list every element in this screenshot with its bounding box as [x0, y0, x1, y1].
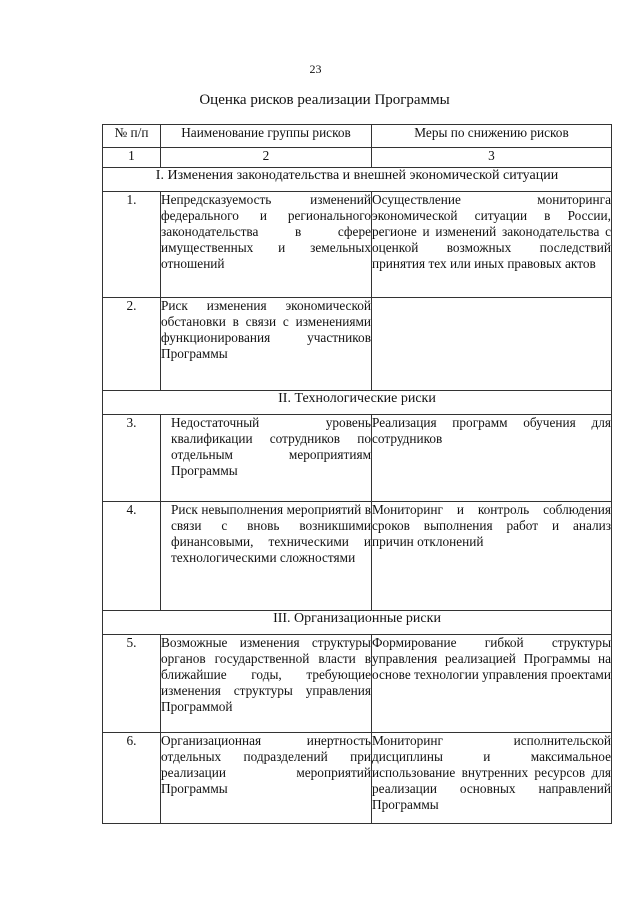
- table-header-row: [103, 125, 612, 148]
- section-title: II. Технологические риски: [103, 391, 612, 415]
- risk-measure-cell: Мониторинг исполнительской дисциплины и максимальное использование внутренних ресурсов для реализации основных направлений Программы: [372, 733, 612, 824]
- section-row: [103, 391, 612, 415]
- column-number-3: 3: [372, 148, 612, 168]
- column-number-1: 1: [103, 148, 161, 168]
- document-title: Оценка рисков реализации Программы: [199, 92, 450, 108]
- column-header-measures: Меры по снижению рисков: [372, 125, 612, 148]
- table-row: [103, 192, 612, 298]
- row-number: 1.: [103, 192, 161, 298]
- risk-measure-cell: Мониторинг и контроль соблюдения сроков выполнения работ и анализ причин отклонений: [372, 502, 612, 611]
- table-row: [103, 298, 612, 391]
- row-number: 3.: [103, 415, 161, 502]
- risk-group-cell: Недостаточный уровень квалификации сотрудников по отдельным мероприятиям Программы: [161, 415, 372, 502]
- row-number: 5.: [103, 635, 161, 733]
- risk-measure-cell: Осуществление мониторинга экономической ситуации в России, регионе и изменений законодательства с оценкой возможных последствий принятия тех или иных правовых актов: [372, 192, 612, 298]
- row-number: 6.: [103, 733, 161, 824]
- column-header-risk-group: Наименование группы рисков: [161, 125, 372, 148]
- risk-measure-cell: Формирование гибкой структуры управления реализацией Программы на основе технологии управления проектами: [372, 635, 612, 733]
- section-row: [103, 168, 612, 192]
- risk-measure-cell: [372, 298, 612, 391]
- table-row: [103, 635, 612, 733]
- section-title: III. Организационные риски: [103, 611, 612, 635]
- section-row: [103, 611, 612, 635]
- table-row: [103, 733, 612, 824]
- risk-group-cell: Риск изменения экономической обстановки в связи с изменениями функционирования участников Программы: [161, 298, 372, 391]
- row-number: 4.: [103, 502, 161, 611]
- column-number-row: [103, 148, 612, 168]
- column-header-number: № п/п: [103, 125, 161, 148]
- risk-assessment-table: [102, 124, 612, 824]
- table-row: [103, 415, 612, 502]
- column-number-2: 2: [161, 148, 372, 168]
- risk-group-cell: Непредсказуемость изменений федерального и регионального законодательства в сфере имущественных и земельных отношений: [161, 192, 372, 298]
- table-row: [103, 502, 612, 611]
- risk-group-cell: Возможные изменения структуры органов государственной власти в ближайшие годы, требующие изменения структуры управления Программой: [161, 635, 372, 733]
- risk-group-cell: Организационная инертность отдельных подразделений при реализации мероприятий Программы: [161, 733, 372, 824]
- risk-measure-cell: Реализация программ обучения для сотрудников: [372, 415, 612, 502]
- section-title: I. Изменения законодательства и внешней экономической ситуации: [103, 168, 612, 192]
- risk-group-cell: Риск невыполнения мероприятий в связи с вновь возникшими финансовыми, техническими и технологическими сложностями: [161, 502, 372, 611]
- page-number: 23: [309, 62, 322, 76]
- row-number: 2.: [103, 298, 161, 391]
